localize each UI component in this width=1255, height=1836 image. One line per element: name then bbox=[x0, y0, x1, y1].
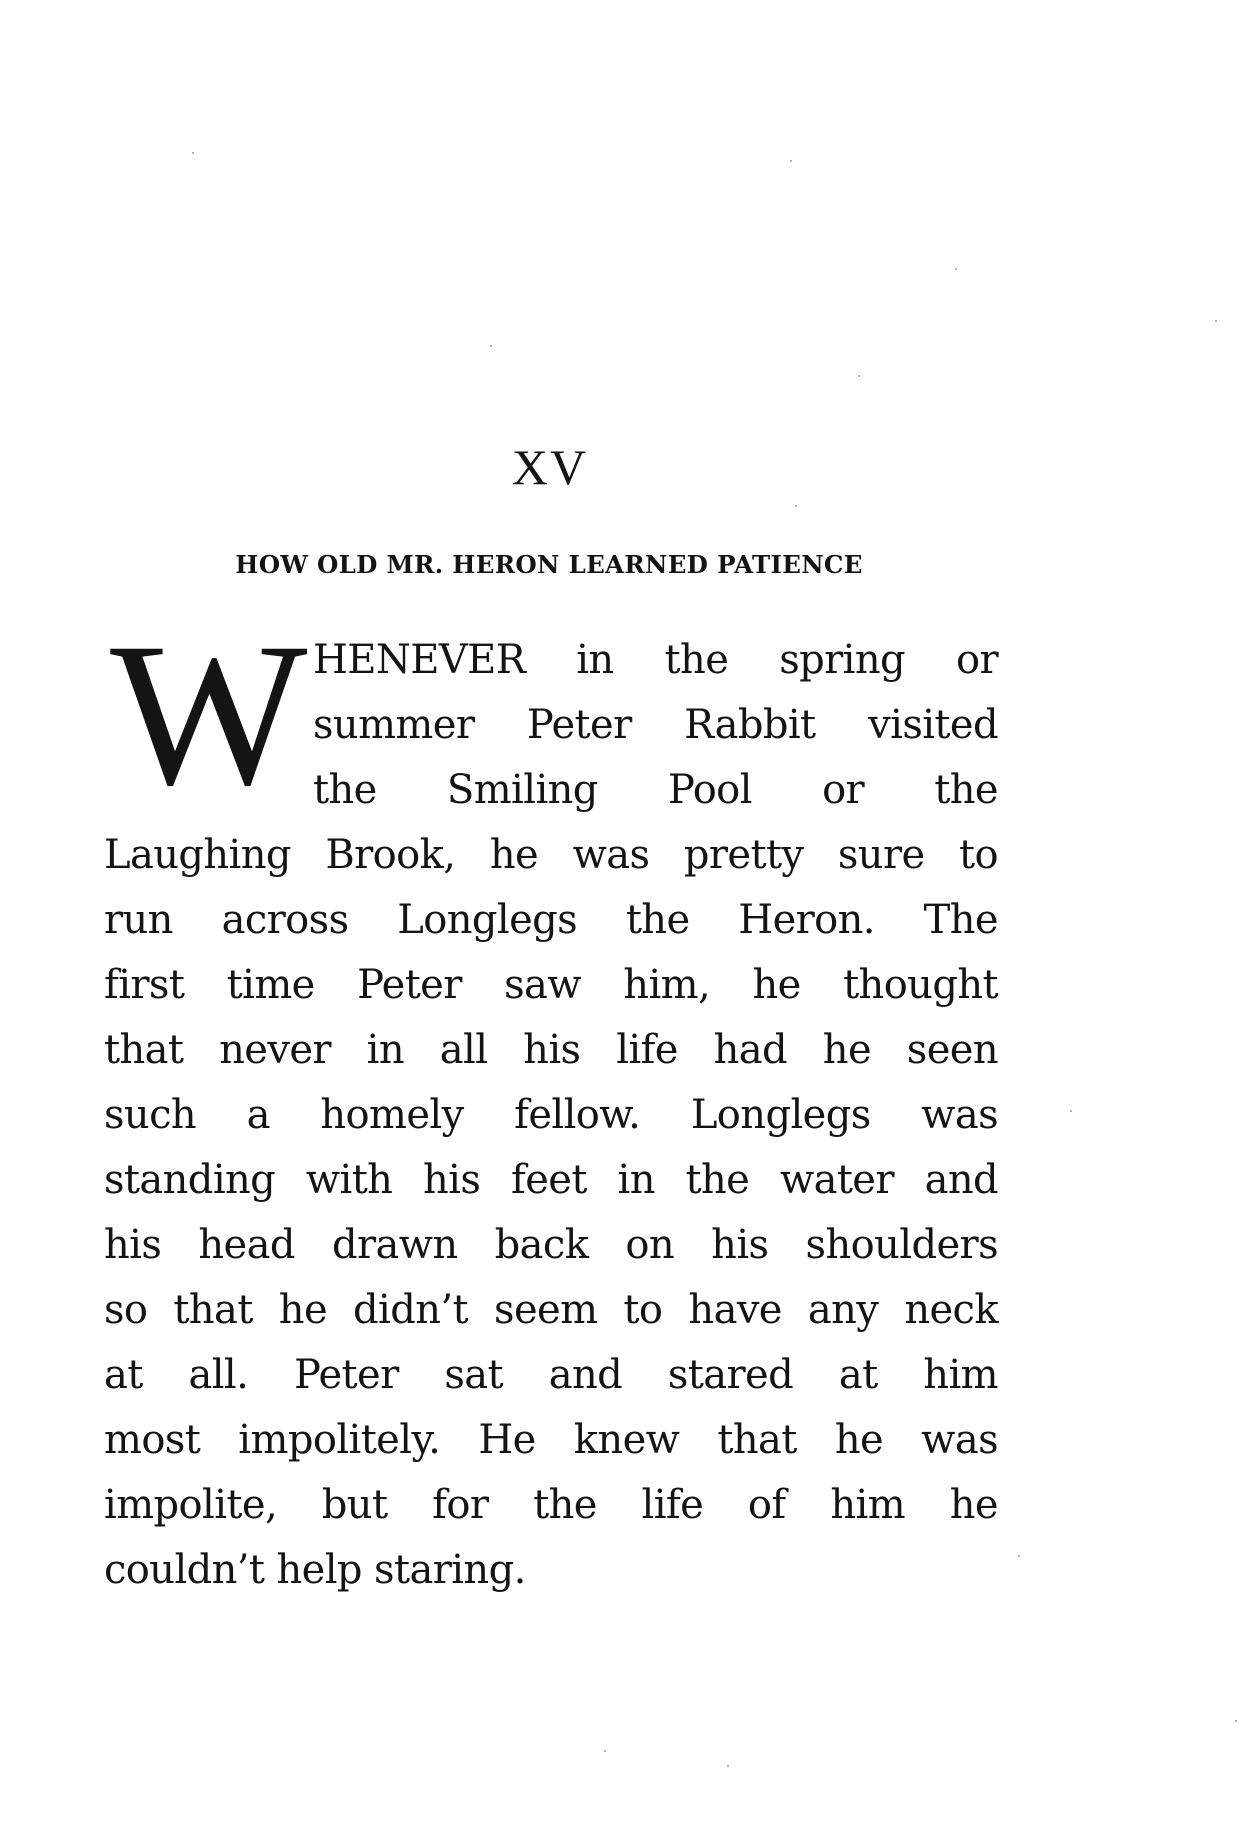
paper-speck bbox=[727, 1765, 729, 1767]
text-line: run across Longlegs the Heron. The bbox=[104, 897, 998, 943]
text-line: most impolitely. He knew that he was bbox=[104, 1417, 998, 1463]
paper-speck bbox=[1018, 1555, 1020, 1557]
text-line: summer Peter Rabbit visited bbox=[313, 702, 998, 748]
paper-speck bbox=[790, 160, 792, 162]
text-line: such a homely fellow. Longlegs was bbox=[104, 1092, 998, 1138]
text-line: so that he didn’t seem to have any neck bbox=[104, 1287, 998, 1333]
text-line: standing with his feet in the water and bbox=[104, 1157, 998, 1203]
text-line: impolite, but for the life of him he bbox=[104, 1482, 998, 1528]
drop-cap-initial: W bbox=[110, 612, 308, 792]
text-line: his head drawn back on his shoulders bbox=[104, 1222, 998, 1268]
text-line: that never in all his life had he seen bbox=[104, 1027, 998, 1073]
paper-speck bbox=[192, 152, 194, 154]
paper-speck bbox=[1235, 1720, 1237, 1722]
text-line: at all. Peter sat and stared at him bbox=[104, 1352, 998, 1398]
paper-speck bbox=[1070, 1110, 1072, 1112]
text-line: Laughing Brook, he was pretty sure to bbox=[104, 832, 998, 878]
chapter-title: HOW OLD MR. HERON LEARNED PATIENCE bbox=[235, 550, 863, 579]
paper-speck bbox=[604, 1750, 606, 1752]
paper-speck bbox=[955, 268, 957, 270]
paper-speck bbox=[1215, 320, 1217, 322]
chapter-number: XV bbox=[511, 439, 589, 495]
paper-speck bbox=[490, 345, 492, 347]
text-line: HENEVER in the spring or bbox=[313, 637, 998, 683]
paper-speck bbox=[795, 505, 797, 507]
text-line: the Smiling Pool or the bbox=[313, 767, 998, 813]
text-line: couldn’t help staring. bbox=[104, 1547, 526, 1593]
text-line: first time Peter saw him, he thought bbox=[104, 962, 998, 1008]
paper-speck bbox=[858, 375, 860, 377]
